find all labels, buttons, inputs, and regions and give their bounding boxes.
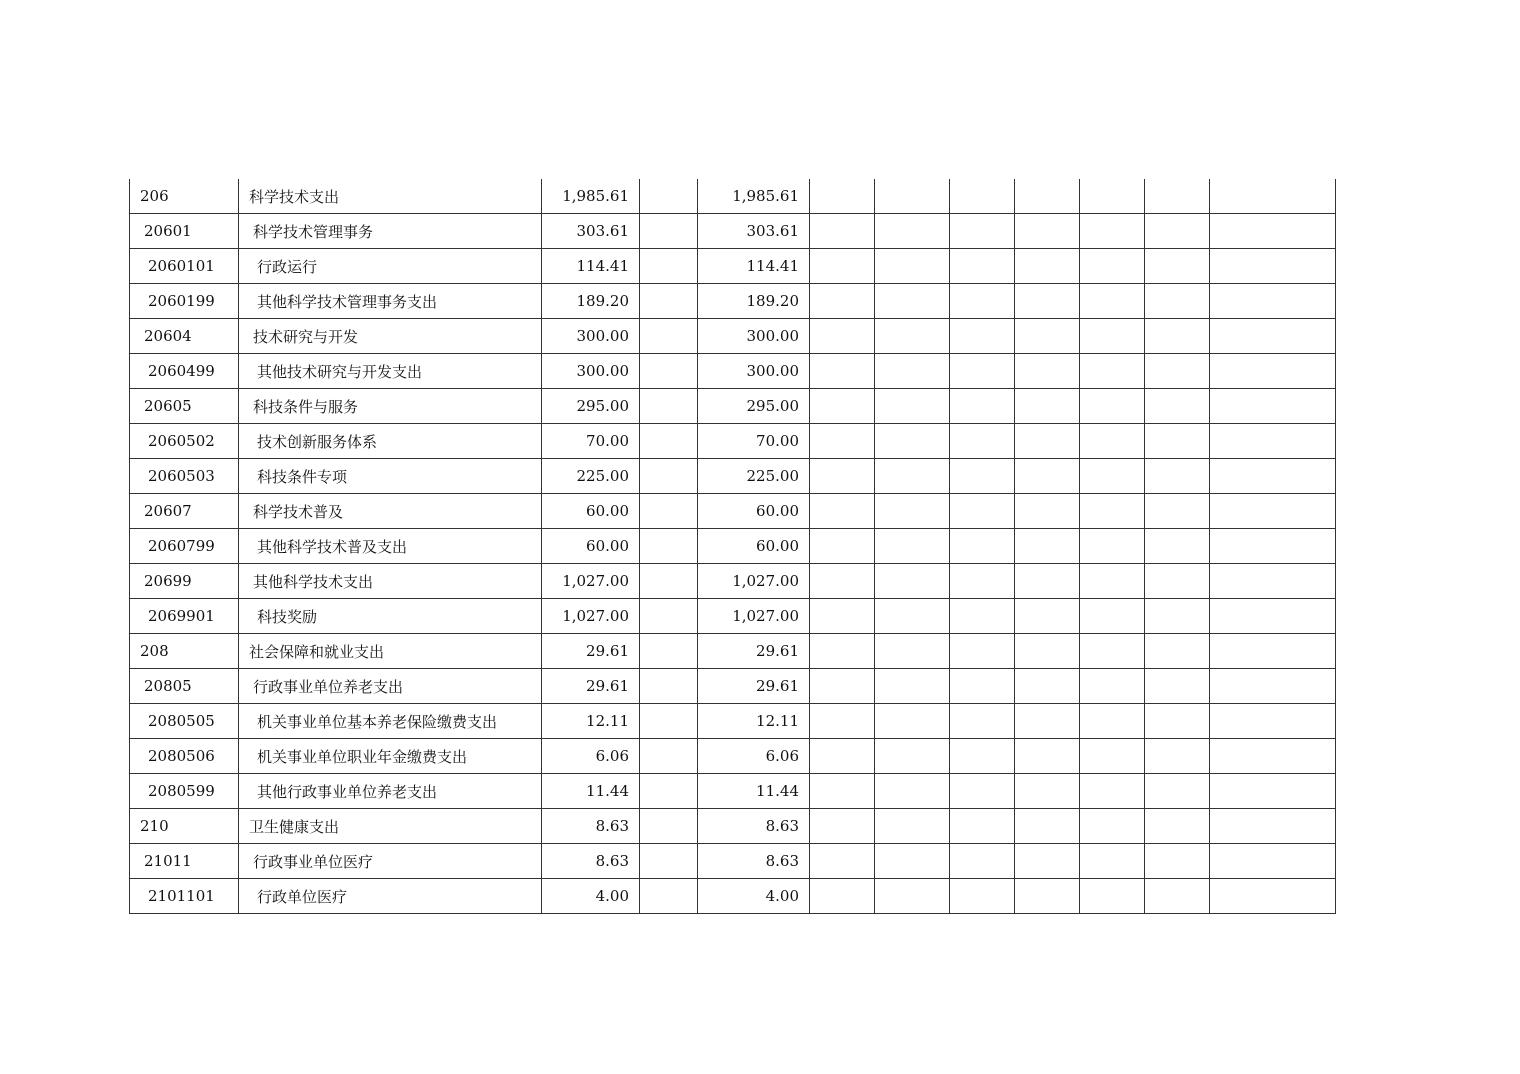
subject-code-cell: 2080505	[130, 704, 239, 739]
empty-cell	[1080, 879, 1145, 914]
empty-cell	[810, 879, 875, 914]
empty-cell	[875, 214, 950, 249]
table-row	[130, 704, 1336, 739]
amount-cell	[640, 704, 698, 739]
empty-cell	[1080, 179, 1145, 214]
empty-cell	[1145, 669, 1210, 704]
subject-name-cell: 科技条件专项	[239, 459, 542, 494]
total-amount-cell: 12.11	[542, 704, 640, 739]
empty-cell	[1080, 354, 1145, 389]
amount-cell	[640, 284, 698, 319]
empty-cell	[1015, 739, 1080, 774]
subject-name-cell: 行政事业单位养老支出	[239, 669, 542, 704]
empty-cell	[810, 214, 875, 249]
table-row	[130, 774, 1336, 809]
empty-cell	[1080, 459, 1145, 494]
empty-cell	[1080, 424, 1145, 459]
empty-cell	[810, 179, 875, 214]
empty-cell	[1210, 844, 1336, 879]
empty-cell	[1145, 459, 1210, 494]
empty-cell	[1015, 389, 1080, 424]
empty-cell	[875, 179, 950, 214]
empty-cell	[1145, 529, 1210, 564]
empty-cell	[875, 634, 950, 669]
amount-cell: 1,985.61	[698, 179, 810, 214]
empty-cell	[875, 774, 950, 809]
empty-cell	[1145, 809, 1210, 844]
empty-cell	[1210, 354, 1336, 389]
empty-cell	[950, 879, 1015, 914]
empty-cell	[1080, 599, 1145, 634]
subject-name-cell: 科学技术普及	[239, 494, 542, 529]
empty-cell	[1210, 424, 1336, 459]
empty-cell	[950, 704, 1015, 739]
empty-cell	[1015, 354, 1080, 389]
amount-cell: 303.61	[698, 214, 810, 249]
total-amount-cell: 60.00	[542, 529, 640, 564]
empty-cell	[810, 739, 875, 774]
subject-code-cell: 206	[130, 179, 239, 214]
empty-cell	[1080, 809, 1145, 844]
empty-cell	[875, 284, 950, 319]
subject-name-cell: 其他技术研究与开发支出	[239, 354, 542, 389]
empty-cell	[1210, 459, 1336, 494]
subject-code-cell: 20604	[130, 319, 239, 354]
empty-cell	[950, 389, 1015, 424]
table-row	[130, 459, 1336, 494]
empty-cell	[1145, 249, 1210, 284]
total-amount-cell: 114.41	[542, 249, 640, 284]
subject-name-cell: 其他科学技术管理事务支出	[239, 284, 542, 319]
empty-cell	[1015, 844, 1080, 879]
subject-name-cell: 社会保障和就业支出	[239, 634, 542, 669]
empty-cell	[875, 879, 950, 914]
amount-cell	[640, 599, 698, 634]
empty-cell	[1145, 564, 1210, 599]
empty-cell	[1080, 494, 1145, 529]
total-amount-cell: 8.63	[542, 844, 640, 879]
empty-cell	[1210, 179, 1336, 214]
subject-name-cell: 技术创新服务体系	[239, 424, 542, 459]
empty-cell	[875, 669, 950, 704]
empty-cell	[1080, 704, 1145, 739]
total-amount-cell: 1,027.00	[542, 564, 640, 599]
subject-name-cell: 科学技术支出	[239, 179, 542, 214]
table-row	[130, 424, 1336, 459]
empty-cell	[1080, 564, 1145, 599]
empty-cell	[1210, 319, 1336, 354]
empty-cell	[875, 319, 950, 354]
table-row	[130, 284, 1336, 319]
subject-code-cell: 20605	[130, 389, 239, 424]
empty-cell	[1015, 634, 1080, 669]
amount-cell: 1,027.00	[698, 564, 810, 599]
empty-cell	[875, 249, 950, 284]
table-row	[130, 599, 1336, 634]
subject-name-cell: 行政事业单位医疗	[239, 844, 542, 879]
amount-cell	[640, 249, 698, 284]
empty-cell	[950, 424, 1015, 459]
amount-cell	[640, 809, 698, 844]
empty-cell	[1015, 879, 1080, 914]
subject-name-cell: 行政单位医疗	[239, 879, 542, 914]
empty-cell	[1210, 809, 1336, 844]
empty-cell	[810, 844, 875, 879]
amount-cell: 8.63	[698, 809, 810, 844]
empty-cell	[1210, 249, 1336, 284]
empty-cell	[950, 319, 1015, 354]
table-row	[130, 179, 1336, 214]
empty-cell	[1210, 529, 1336, 564]
subject-code-cell: 208	[130, 634, 239, 669]
subject-code-cell: 2060101	[130, 249, 239, 284]
empty-cell	[950, 459, 1015, 494]
amount-cell: 70.00	[698, 424, 810, 459]
empty-cell	[1210, 564, 1336, 599]
empty-cell	[1080, 389, 1145, 424]
amount-cell: 6.06	[698, 739, 810, 774]
empty-cell	[810, 249, 875, 284]
table-row	[130, 529, 1336, 564]
subject-code-cell: 210	[130, 809, 239, 844]
empty-cell	[1145, 424, 1210, 459]
table-row	[130, 494, 1336, 529]
empty-cell	[875, 844, 950, 879]
total-amount-cell: 8.63	[542, 809, 640, 844]
amount-cell	[640, 179, 698, 214]
amount-cell: 8.63	[698, 844, 810, 879]
amount-cell	[640, 494, 698, 529]
subject-name-cell: 其他行政事业单位养老支出	[239, 774, 542, 809]
empty-cell	[1080, 634, 1145, 669]
empty-cell	[875, 739, 950, 774]
empty-cell	[950, 809, 1015, 844]
empty-cell	[1080, 739, 1145, 774]
empty-cell	[1015, 774, 1080, 809]
table-row	[130, 354, 1336, 389]
subject-name-cell: 行政运行	[239, 249, 542, 284]
subject-code-cell: 20699	[130, 564, 239, 599]
total-amount-cell: 1,027.00	[542, 599, 640, 634]
subject-code-cell: 2060199	[130, 284, 239, 319]
subject-code-cell: 20607	[130, 494, 239, 529]
empty-cell	[950, 284, 1015, 319]
empty-cell	[875, 704, 950, 739]
empty-cell	[950, 669, 1015, 704]
empty-cell	[1145, 739, 1210, 774]
empty-cell	[810, 424, 875, 459]
subject-code-cell: 21011	[130, 844, 239, 879]
empty-cell	[1015, 809, 1080, 844]
amount-cell: 295.00	[698, 389, 810, 424]
empty-cell	[1015, 494, 1080, 529]
empty-cell	[810, 774, 875, 809]
total-amount-cell: 295.00	[542, 389, 640, 424]
empty-cell	[875, 494, 950, 529]
empty-cell	[950, 599, 1015, 634]
total-amount-cell: 4.00	[542, 879, 640, 914]
empty-cell	[810, 319, 875, 354]
amount-cell: 29.61	[698, 634, 810, 669]
amount-cell: 11.44	[698, 774, 810, 809]
empty-cell	[1145, 879, 1210, 914]
subject-code-cell: 2069901	[130, 599, 239, 634]
amount-cell	[640, 354, 698, 389]
empty-cell	[1015, 249, 1080, 284]
total-amount-cell: 225.00	[542, 459, 640, 494]
total-amount-cell: 70.00	[542, 424, 640, 459]
empty-cell	[1080, 319, 1145, 354]
total-amount-cell: 300.00	[542, 319, 640, 354]
total-amount-cell: 29.61	[542, 669, 640, 704]
subject-name-cell: 科技奖励	[239, 599, 542, 634]
amount-cell	[640, 214, 698, 249]
subject-code-cell: 2101101	[130, 879, 239, 914]
empty-cell	[1145, 319, 1210, 354]
empty-cell	[810, 389, 875, 424]
empty-cell	[1015, 529, 1080, 564]
empty-cell	[950, 844, 1015, 879]
empty-cell	[1015, 284, 1080, 319]
empty-cell	[875, 424, 950, 459]
subject-code-cell: 2060499	[130, 354, 239, 389]
table-row	[130, 879, 1336, 914]
empty-cell	[810, 809, 875, 844]
empty-cell	[1145, 284, 1210, 319]
budget-table	[129, 179, 1336, 914]
subject-name-cell: 机关事业单位职业年金缴费支出	[239, 739, 542, 774]
empty-cell	[1210, 669, 1336, 704]
empty-cell	[950, 774, 1015, 809]
empty-cell	[1145, 704, 1210, 739]
subject-code-cell: 2060503	[130, 459, 239, 494]
empty-cell	[1080, 214, 1145, 249]
subject-code-cell: 2060502	[130, 424, 239, 459]
empty-cell	[810, 459, 875, 494]
empty-cell	[810, 354, 875, 389]
empty-cell	[1015, 669, 1080, 704]
table-row	[130, 669, 1336, 704]
amount-cell	[640, 564, 698, 599]
total-amount-cell: 189.20	[542, 284, 640, 319]
amount-cell	[640, 879, 698, 914]
empty-cell	[1210, 704, 1336, 739]
empty-cell	[1080, 249, 1145, 284]
empty-cell	[1210, 879, 1336, 914]
empty-cell	[1145, 214, 1210, 249]
empty-cell	[1210, 214, 1336, 249]
table-row	[130, 319, 1336, 354]
subject-code-cell: 2080599	[130, 774, 239, 809]
total-amount-cell: 6.06	[542, 739, 640, 774]
empty-cell	[810, 494, 875, 529]
amount-cell	[640, 459, 698, 494]
empty-cell	[810, 704, 875, 739]
table-body	[130, 179, 1336, 914]
empty-cell	[1015, 704, 1080, 739]
subject-code-cell: 20805	[130, 669, 239, 704]
amount-cell: 114.41	[698, 249, 810, 284]
subject-name-cell: 其他科学技术支出	[239, 564, 542, 599]
empty-cell	[1145, 494, 1210, 529]
empty-cell	[875, 354, 950, 389]
amount-cell	[640, 774, 698, 809]
table-row	[130, 844, 1336, 879]
table-row	[130, 564, 1336, 599]
amount-cell: 29.61	[698, 669, 810, 704]
amount-cell	[640, 634, 698, 669]
empty-cell	[1015, 319, 1080, 354]
table-row	[130, 389, 1336, 424]
subject-code-cell: 20601	[130, 214, 239, 249]
empty-cell	[1210, 389, 1336, 424]
amount-cell	[640, 319, 698, 354]
empty-cell	[950, 634, 1015, 669]
total-amount-cell: 1,985.61	[542, 179, 640, 214]
empty-cell	[1145, 179, 1210, 214]
empty-cell	[1080, 284, 1145, 319]
total-amount-cell: 60.00	[542, 494, 640, 529]
amount-cell: 189.20	[698, 284, 810, 319]
subject-name-cell: 卫生健康支出	[239, 809, 542, 844]
total-amount-cell: 11.44	[542, 774, 640, 809]
empty-cell	[1210, 774, 1336, 809]
empty-cell	[950, 529, 1015, 564]
amount-cell	[640, 424, 698, 459]
empty-cell	[950, 564, 1015, 599]
empty-cell	[810, 669, 875, 704]
empty-cell	[1145, 354, 1210, 389]
empty-cell	[875, 529, 950, 564]
amount-cell: 4.00	[698, 879, 810, 914]
empty-cell	[1015, 564, 1080, 599]
empty-cell	[1210, 494, 1336, 529]
subject-name-cell: 科技条件与服务	[239, 389, 542, 424]
amount-cell	[640, 844, 698, 879]
empty-cell	[810, 529, 875, 564]
empty-cell	[875, 459, 950, 494]
empty-cell	[810, 564, 875, 599]
empty-cell	[1080, 529, 1145, 564]
empty-cell	[875, 389, 950, 424]
subject-name-cell: 其他科学技术普及支出	[239, 529, 542, 564]
empty-cell	[950, 494, 1015, 529]
empty-cell	[1080, 774, 1145, 809]
empty-cell	[1145, 599, 1210, 634]
empty-cell	[810, 599, 875, 634]
empty-cell	[1080, 844, 1145, 879]
empty-cell	[1015, 424, 1080, 459]
amount-cell	[640, 739, 698, 774]
subject-code-cell: 2080506	[130, 739, 239, 774]
amount-cell	[640, 389, 698, 424]
amount-cell: 300.00	[698, 354, 810, 389]
table-row	[130, 809, 1336, 844]
empty-cell	[1145, 774, 1210, 809]
amount-cell: 300.00	[698, 319, 810, 354]
amount-cell: 60.00	[698, 529, 810, 564]
table-row	[130, 739, 1336, 774]
empty-cell	[875, 809, 950, 844]
empty-cell	[875, 599, 950, 634]
empty-cell	[1015, 179, 1080, 214]
empty-cell	[1210, 634, 1336, 669]
empty-cell	[950, 354, 1015, 389]
subject-name-cell: 科学技术管理事务	[239, 214, 542, 249]
empty-cell	[950, 739, 1015, 774]
amount-cell: 1,027.00	[698, 599, 810, 634]
empty-cell	[1145, 634, 1210, 669]
amount-cell: 60.00	[698, 494, 810, 529]
empty-cell	[950, 214, 1015, 249]
empty-cell	[950, 179, 1015, 214]
table-row	[130, 214, 1336, 249]
empty-cell	[810, 284, 875, 319]
amount-cell	[640, 669, 698, 704]
amount-cell	[640, 529, 698, 564]
total-amount-cell: 303.61	[542, 214, 640, 249]
empty-cell	[1145, 389, 1210, 424]
subject-name-cell: 技术研究与开发	[239, 319, 542, 354]
total-amount-cell: 29.61	[542, 634, 640, 669]
empty-cell	[1210, 739, 1336, 774]
subject-name-cell: 机关事业单位基本养老保险缴费支出	[239, 704, 542, 739]
amount-cell: 12.11	[698, 704, 810, 739]
table-row	[130, 249, 1336, 284]
amount-cell: 225.00	[698, 459, 810, 494]
empty-cell	[1015, 599, 1080, 634]
table-row	[130, 634, 1336, 669]
empty-cell	[1015, 459, 1080, 494]
empty-cell	[1145, 844, 1210, 879]
empty-cell	[1210, 284, 1336, 319]
total-amount-cell: 300.00	[542, 354, 640, 389]
empty-cell	[810, 634, 875, 669]
empty-cell	[1210, 599, 1336, 634]
empty-cell	[875, 564, 950, 599]
subject-code-cell: 2060799	[130, 529, 239, 564]
empty-cell	[1015, 214, 1080, 249]
empty-cell	[1080, 669, 1145, 704]
empty-cell	[950, 249, 1015, 284]
